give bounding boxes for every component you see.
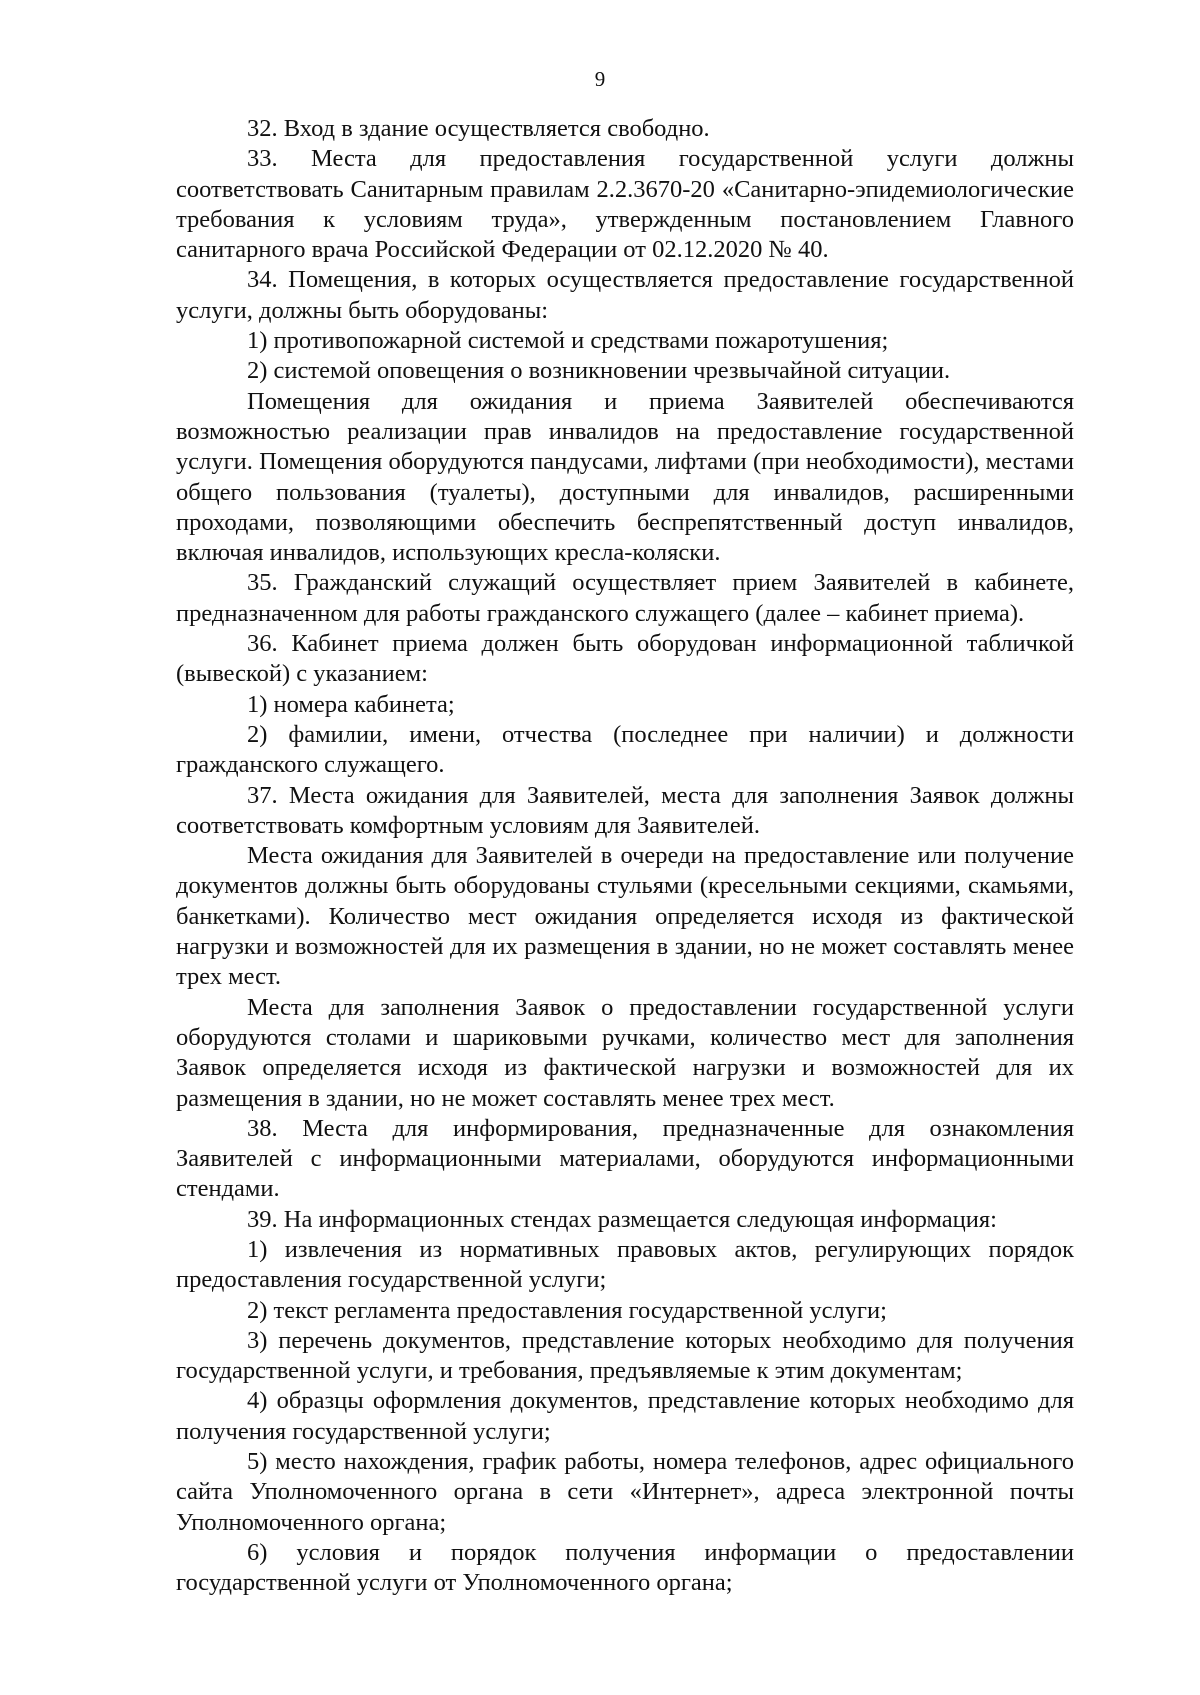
list-item: 6) условия и порядок получения информации о предоставлении государственной услуги от Уполномоченного органа; — [176, 1538, 1074, 1597]
paragraph: Места для заполнения Заявок о предоставлении государственной услуги оборудуются столами и шариковыми ручками, количество мест для заполнения Заявок определяется исходя из фактической нагрузки и возможностей для их размещения в здании, но не может составлять менее трех мест. — [176, 993, 1074, 1112]
paragraph-39: 39. На информационных стендах размещается следующая информация: — [247, 1205, 997, 1233]
page-number: 9 — [594, 67, 606, 91]
paragraph: Места ожидания для Заявителей в очереди на предоставление или получение документов должны быть оборудованы стульями (кресельными секциями, скамьями, банкетками). Количество мест ожидания определяется исходя из фактической нагрузки и возможностей для их размещения в здании, но не может составлять менее трех мест. — [176, 842, 1074, 991]
paragraph-36: 36. Кабинет приема должен быть оборудован информационной табличкой (вывеской) с указанием: — [176, 630, 1074, 688]
paragraph-32: 32. Вход в здание осуществляется свободно. — [247, 115, 710, 142]
paragraph-37: 37. Места ожидания для Заявителей, места для заполнения Заявок должны соответствовать комфортным условиям для Заявителей. — [176, 781, 1074, 839]
paragraph-38: 38. Места для информирования, предназначенные для ознакомления Заявителей с информационными материалами, оборудуются информационными стендами. — [176, 1114, 1074, 1203]
paragraph-34: 34. Помещения, в которых осуществляется предоставление государственной услуги, должны быть оборудованы: — [176, 266, 1074, 324]
list-item: 4) образцы оформления документов, представление которых необходимо для получения государственной услуги; — [176, 1387, 1074, 1445]
list-item: 2) фамилии, имени, отчества (последнее при наличии) и должности гражданского служащего. — [176, 720, 1074, 779]
paragraph-35: 35. Гражданский служащий осуществляет прием Заявителей в кабинете, предназначенном для работы гражданского служащего (далее – кабинет приема). — [176, 569, 1074, 627]
list-item: 5) место нахождения, график работы, номера телефонов, адрес официального сайта Уполномоченного органа в сети «Интернет», адреса электронной почты Уполномоченного органа; — [176, 1448, 1074, 1536]
paragraph: Помещения для ожидания и приема Заявителей обеспечиваются возможностью реализации прав инвалидов на предоставление государственной услуги. Помещения оборудуются пандусами, лифтами (при необходимости), местами общего пользования (туалеты), доступными для инвалидов, расширенными проходами, позволяющими обеспечить беспрепятственный доступ инвалидов, включая инвалидов, использующих кресла-коляски. — [176, 387, 1074, 567]
paragraph-33: 33. Места для предоставления государственной услуги должны соответствовать Санитарным правилам 2.2.3670-20 «Санитарно-эпидемиологические требования к условиям труда», утвержденным постановлением Главного санитарного врача Российской Федерации от 02.12.2020 № 40. — [176, 145, 1074, 264]
list-item: 2) текст регламента предоставления государственной услуги; — [247, 1296, 887, 1324]
list-item: 3) перечень документов, представление которых необходимо для получения государственной услуги, и требования, предъявляемые к этим документам; — [176, 1326, 1074, 1385]
list-item: 2) системой оповещения о возникновении чрезвычайной ситуации. — [247, 357, 951, 385]
list-item: 1) номера кабинета; — [247, 690, 455, 718]
list-item: 1) противопожарной системой и средствами пожаротушения; — [247, 327, 889, 355]
document-body — [176, 114, 1074, 1599]
list-item: 1) извлечения из нормативных правовых актов, регулирующих порядок предоставления государственной услуги; — [176, 1235, 1074, 1294]
